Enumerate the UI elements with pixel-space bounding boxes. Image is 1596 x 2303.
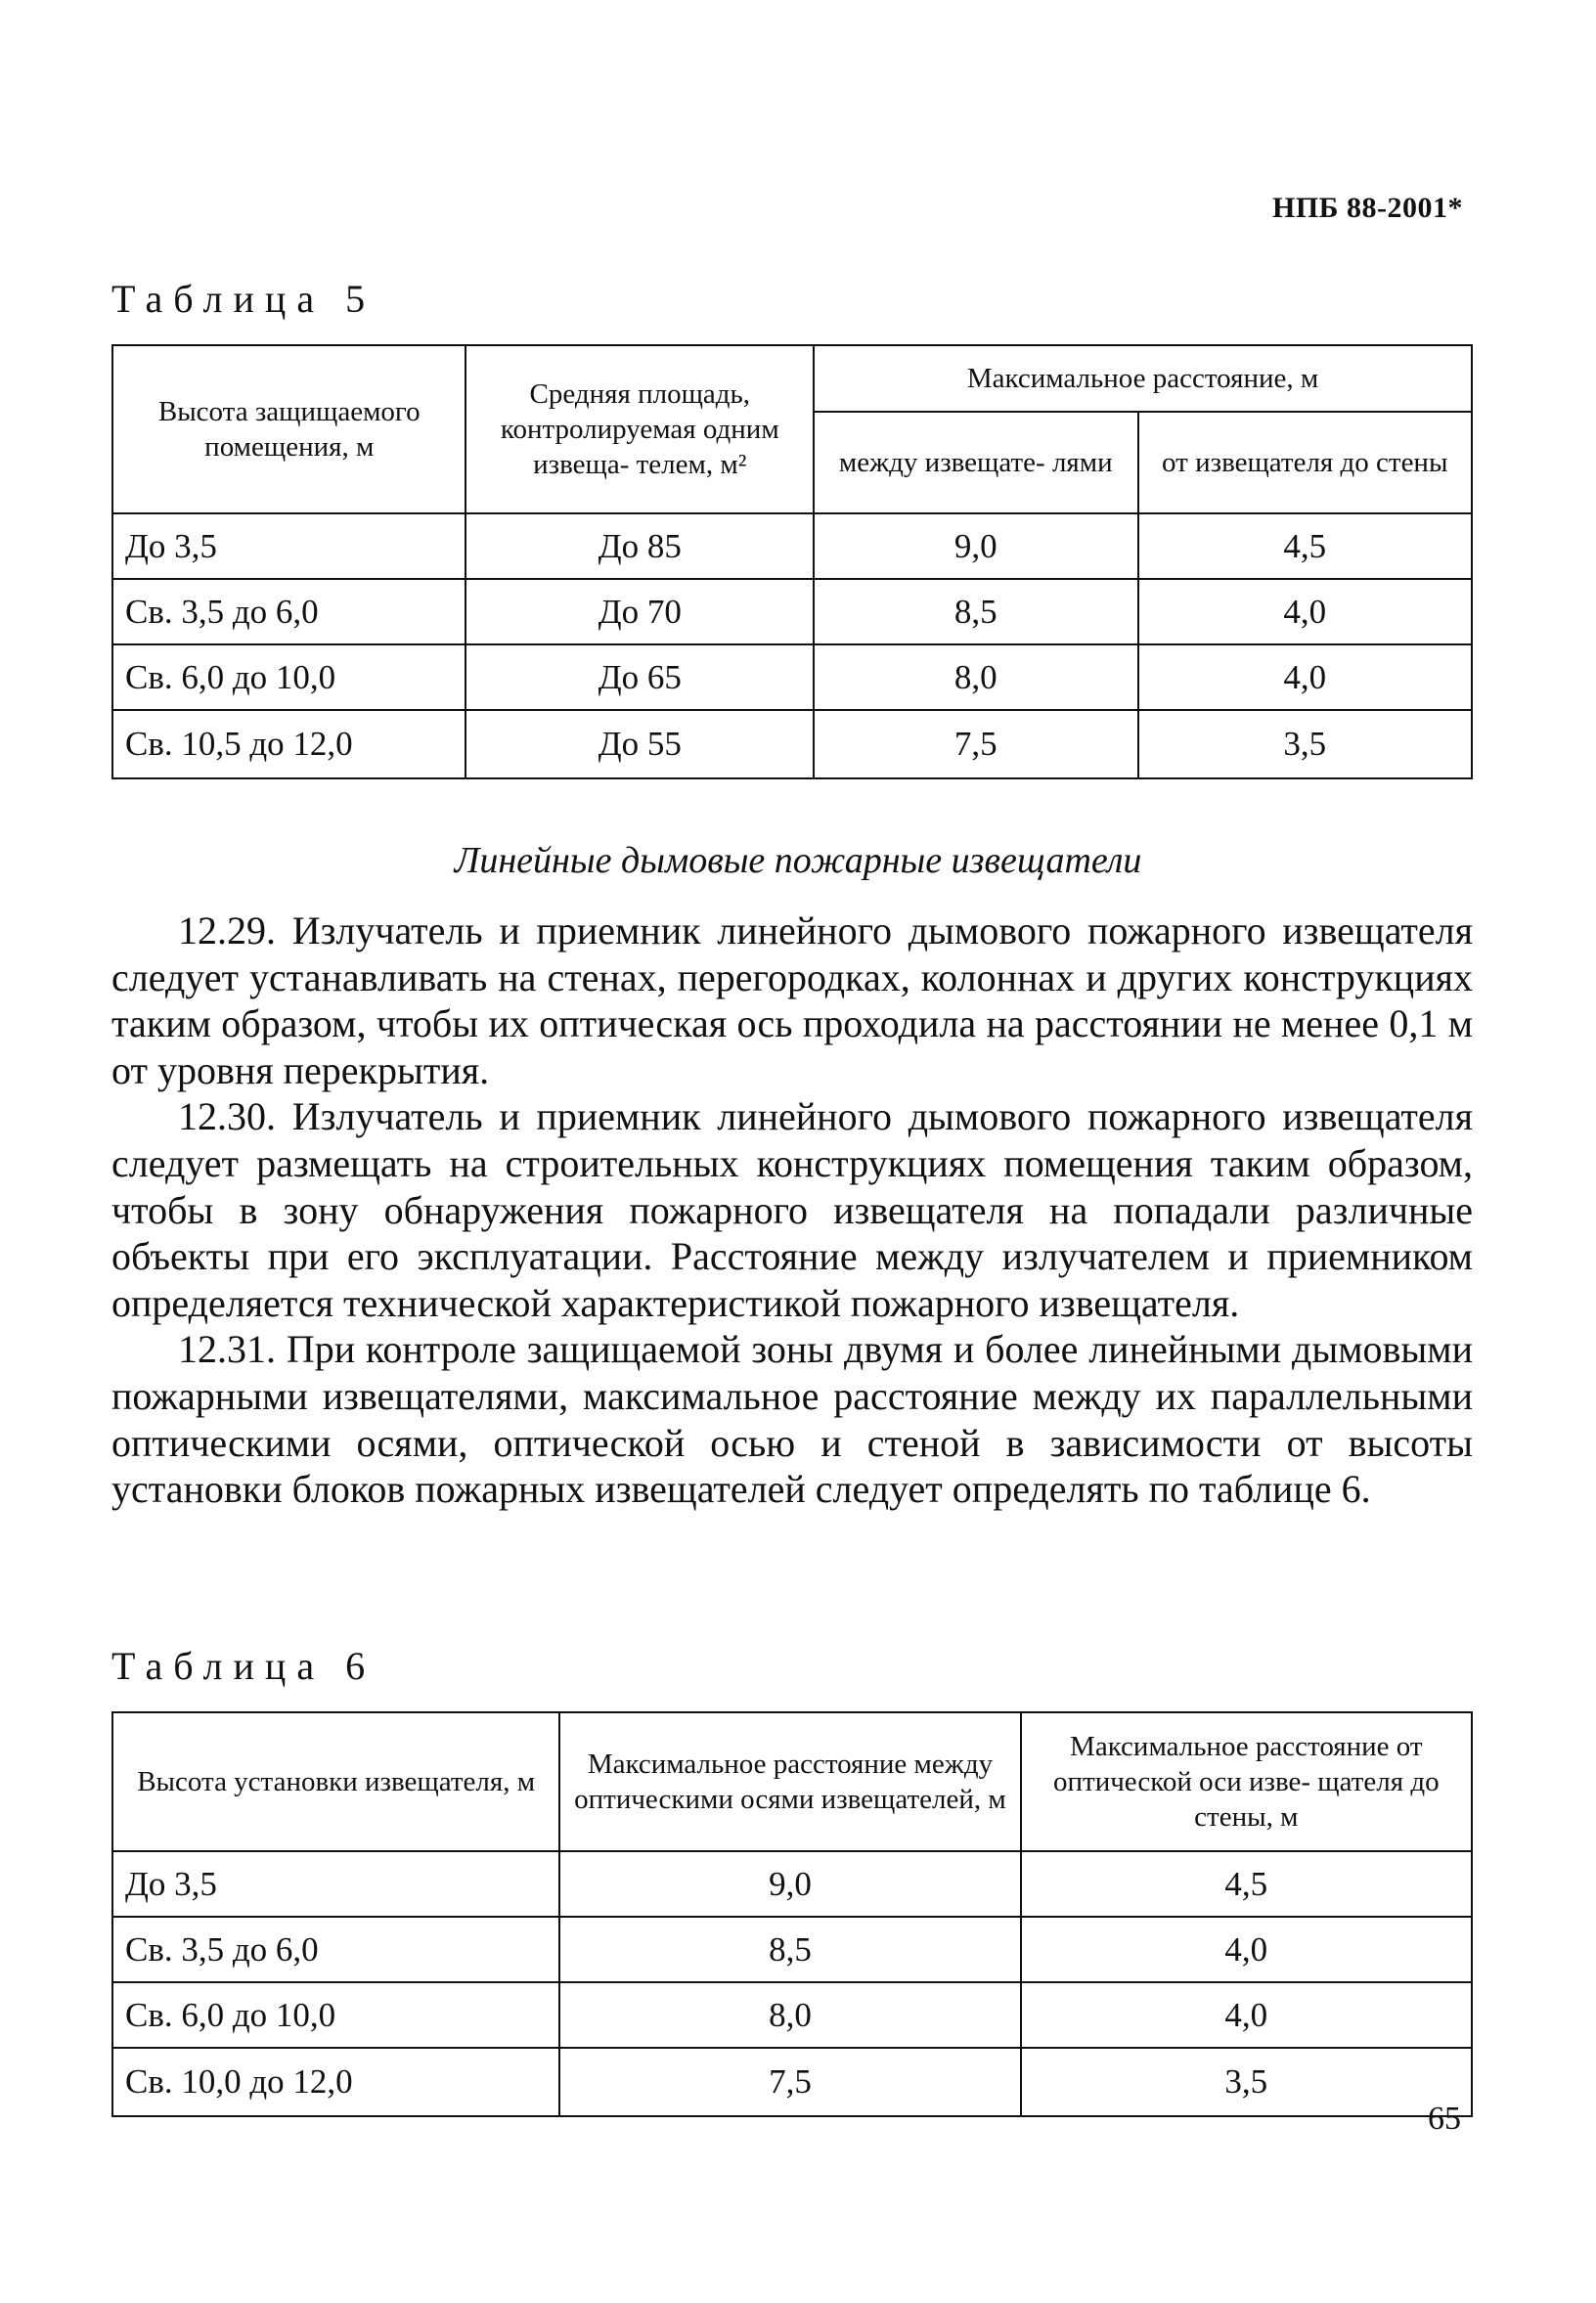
table-row xyxy=(112,513,1472,579)
t5-cell: 7,5 xyxy=(814,710,1137,778)
table-row xyxy=(112,644,1472,710)
t6-cell: 4,0 xyxy=(1021,1917,1472,1982)
t6-cell: 4,5 xyxy=(1021,1851,1472,1917)
t6-cell: 8,5 xyxy=(559,1917,1020,1982)
t6-cell: 8,0 xyxy=(559,1982,1020,2048)
t6-cell: Св. 3,5 до 6,0 xyxy=(112,1917,559,1982)
t6-cell: 3,5 xyxy=(1021,2048,1472,2116)
t6-header-between-axes: Максимальное расстояние между оптическими осями извещателей, м xyxy=(559,1712,1020,1851)
t5-header-to-wall: от извещателя до стены xyxy=(1138,412,1472,513)
t5-header-height: Высота защищаемого помещения, м xyxy=(112,345,466,513)
section-heading: Линейные дымовые пожарные извещатели xyxy=(454,840,1142,881)
t5-cell: 4,0 xyxy=(1138,644,1472,710)
paragraph-12-29: 12.29. Излучатель и приемник линейного дымового пожарного извещателя следует устанавливать на стенах, перегородках, колоннах и других конструкциях таким образом, чтобы их оптическая ось проходила на расстоянии не менее 0,1 м от уровня перекрытия. xyxy=(111,908,1473,1092)
table6-caption: Таблица 6 xyxy=(111,1644,377,1688)
t6-cell: 4,0 xyxy=(1021,1982,1472,2048)
t5-header-area: Средняя площадь, контролируемая одним извеща- телем, м² xyxy=(466,345,814,513)
table-row xyxy=(112,710,1472,778)
t6-cell: До 3,5 xyxy=(112,1851,559,1917)
t5-header-between: между извещате- лями xyxy=(814,412,1137,513)
t6-cell: 7,5 xyxy=(559,2048,1020,2116)
t5-cell: 9,0 xyxy=(814,513,1137,579)
t5-cell: Св. 6,0 до 10,0 xyxy=(112,644,466,710)
t5-cell: 8,5 xyxy=(814,579,1137,644)
table-row xyxy=(112,1982,1472,2048)
paragraph-12-31: 12.31. При контроле защищаемой зоны двумя и более линейными дымовыми пожарными извещателями, максимальное расстояние между их параллельными оптическими осями, оптической осью и стеной в зависимости от высоты установки блоков пожарных извещателей следует определять по таблице 6. xyxy=(111,1327,1473,1512)
t6-header-axis-to-wall: Максимальное расстояние от оптической оси изве- щателя до стены, м xyxy=(1021,1712,1472,1851)
table-row xyxy=(112,1851,1472,1917)
t5-cell: До 85 xyxy=(466,513,814,579)
body-text xyxy=(111,908,1473,1513)
paragraph-12-30: 12.30. Излучатель и приемник линейного дымового пожарного извещателя следует размещать на строительных конструкциях помещения таким образом, чтобы в зону обнаружения пожарного извещателя на попадали различные объекты при его эксплуатации. Расстояние между излучателем и приемником определяется технической характеристикой пожарного извещателя. xyxy=(111,1094,1473,1325)
table-row xyxy=(112,2048,1472,2116)
t5-cell: До 70 xyxy=(466,579,814,644)
t5-header-max-distance: Максимальное расстояние, м xyxy=(814,345,1472,412)
t5-cell: Св. 3,5 до 6,0 xyxy=(112,579,466,644)
document-code: НПБ 88-2001* xyxy=(1272,192,1463,224)
table-5 xyxy=(111,344,1473,779)
t6-cell: 9,0 xyxy=(559,1851,1020,1917)
t6-cell: Св. 10,0 до 12,0 xyxy=(112,2048,559,2116)
t5-cell: 4,0 xyxy=(1138,579,1472,644)
t5-cell: 3,5 xyxy=(1138,710,1472,778)
table5-caption: Таблица 5 xyxy=(111,277,377,321)
table-6 xyxy=(111,1711,1473,2117)
t5-cell: До 65 xyxy=(466,644,814,710)
t5-cell: До 3,5 xyxy=(112,513,466,579)
t5-cell: До 55 xyxy=(466,710,814,778)
t5-cell: 8,0 xyxy=(814,644,1137,710)
t5-cell: 4,5 xyxy=(1138,513,1472,579)
t6-cell: Св. 6,0 до 10,0 xyxy=(112,1982,559,2048)
t5-cell: Св. 10,5 до 12,0 xyxy=(112,710,466,778)
table-row xyxy=(112,1917,1472,1982)
table-row xyxy=(112,579,1472,644)
t6-header-height: Высота установки извещателя, м xyxy=(112,1712,559,1851)
page-number: 65 xyxy=(1428,2101,1461,2137)
